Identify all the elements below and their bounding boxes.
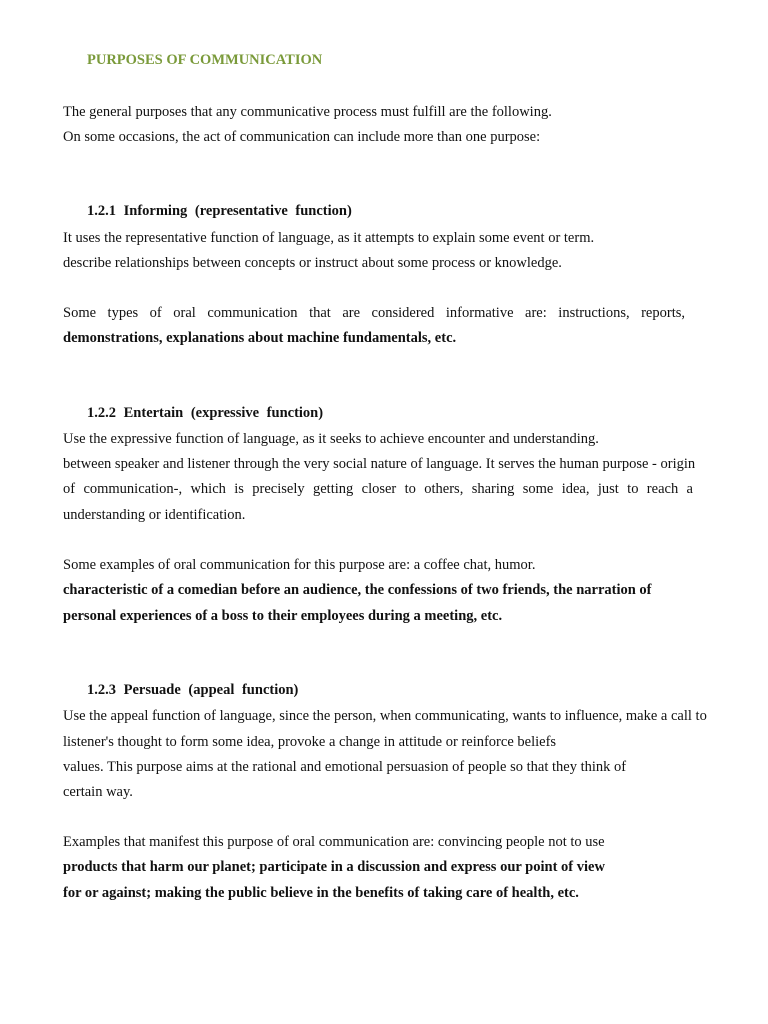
section-body-line: understanding or identification. <box>63 507 246 523</box>
section-body-line: of communication-, which is precisely getting closer to others, sharing some idea, just to reach a <box>63 481 693 497</box>
section-body-line: values. This purpose aims at the rational and emotional persuasion of people so that they think of <box>63 759 627 775</box>
section-body-line: Use the appeal function of language, since the person, when communicating, wants to influence, make a call to <box>63 708 707 724</box>
page-title: PURPOSES OF COMMUNICATION <box>87 52 323 68</box>
section-heading-informing: 1.2.1 Informing (representative function) <box>87 203 352 219</box>
section-example-line: Some examples of oral communication for this purpose are: a coffee chat, humor. <box>63 557 536 573</box>
section-body-line: certain way. <box>63 784 133 800</box>
section-heading-persuade: 1.2.3 Persuade (appeal function) <box>87 682 299 698</box>
section-example-line: demonstrations, explanations about machine fundamentals, etc. <box>63 330 457 346</box>
intro-line: The general purposes that any communicative process must fulfill are the following. <box>63 104 552 120</box>
section-body-line: Use the expressive function of language, as it seeks to achieve encounter and understanding. <box>63 431 599 447</box>
section-example-line: characteristic of a comedian before an audience, the confessions of two friends, the narration of <box>63 582 652 598</box>
section-example-line: Some types of oral communication that are considered informative are: instructions, reports, <box>63 305 685 321</box>
section-example-line: for or against; making the public believe in the benefits of taking care of health, etc. <box>63 885 579 901</box>
section-example-line: products that harm our planet; participate in a discussion and express our point of view <box>63 859 605 875</box>
section-heading-entertain: 1.2.2 Entertain (expressive function) <box>87 405 324 421</box>
section-body-line: It uses the representative function of language, as it attempts to explain some event or term. <box>63 230 595 246</box>
section-body-line: between speaker and listener through the very social nature of language. It serves the human purpose - origin <box>63 456 696 472</box>
section-body-line: listener's thought to form some idea, provoke a change in attitude or reinforce beliefs <box>63 734 557 750</box>
section-example-line: Examples that manifest this purpose of oral communication are: convincing people not to use <box>63 834 605 850</box>
intro-line: On some occasions, the act of communication can include more than one purpose: <box>63 129 541 145</box>
section-body-line: describe relationships between concepts or instruct about some process or knowledge. <box>63 255 562 271</box>
section-example-line: personal experiences of a boss to their employees during a meeting, etc. <box>63 608 503 624</box>
